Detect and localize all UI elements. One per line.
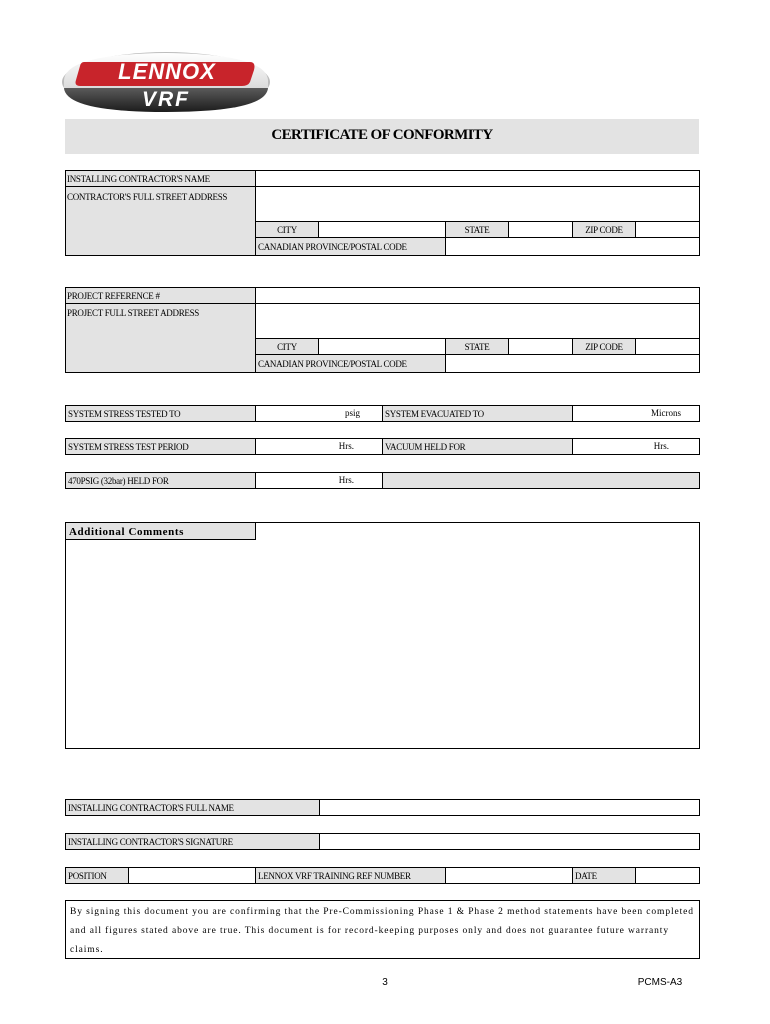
signature-field[interactable] (319, 833, 700, 850)
project-address-label: PROJECT FULL STREET ADDRESS (67, 308, 200, 318)
logo-brand-text: LENNOX (118, 59, 216, 84)
full-name-label-cell (65, 799, 320, 816)
project-city-label: CITY (277, 342, 297, 352)
psig-held-label-cell (65, 472, 256, 489)
contractor-name-label: INSTALLING CONTRACTOR'S NAME (67, 174, 210, 184)
divider (65, 186, 256, 187)
contractor-state-label-cell (445, 221, 509, 238)
contractor-state-field[interactable] (508, 221, 573, 238)
project-province-label: CANADIAN PROVINCE/POSTAL CODE (258, 359, 407, 369)
evacuated-label-cell (382, 405, 573, 422)
psig-held-blank-cell (382, 472, 700, 489)
hrs-unit: Hrs. (338, 441, 354, 451)
microns-unit: Microns (651, 408, 681, 418)
comments-value (70, 545, 690, 735)
position-field[interactable] (128, 867, 256, 884)
evacuated-label: SYSTEM EVACUATED TO (385, 409, 484, 419)
project-state-label: STATE (464, 342, 490, 352)
contractor-zip-label-cell (572, 221, 636, 238)
contractor-province-label-cell (255, 237, 446, 256)
project-state-label-cell (445, 338, 509, 355)
contractor-city-label-cell (255, 221, 319, 238)
training-label: LENNOX VRF TRAINING REF NUMBER (258, 871, 411, 881)
project-zip-label: ZIP CODE (585, 342, 623, 352)
page-title: CERTIFICATE OF CONFORMITY (271, 127, 493, 143)
psig-held-field[interactable] (255, 472, 383, 489)
date-field[interactable] (635, 867, 700, 884)
contractor-province-label: CANADIAN PROVINCE/POSTAL CODE (258, 242, 407, 252)
contractor-name-field[interactable] (255, 170, 700, 187)
contractor-province-field[interactable] (445, 237, 700, 256)
hrs-unit: Hrs. (653, 441, 669, 451)
stress-tested-field[interactable] (255, 405, 383, 422)
project-reference-field[interactable] (255, 287, 700, 304)
divider (65, 303, 256, 304)
project-province-field[interactable] (445, 354, 700, 373)
comments-title: Additional Comments (65, 522, 256, 540)
project-zip-field[interactable] (635, 338, 700, 355)
hrs-unit: Hrs. (338, 475, 354, 485)
full-name-field[interactable] (319, 799, 700, 816)
logo-product-text: VRF (142, 88, 190, 111)
contractor-city-label: CITY (277, 225, 297, 235)
contractor-address-field[interactable] (255, 186, 700, 222)
training-field[interactable] (445, 867, 573, 884)
contractor-address-label: CONTRACTOR'S FULL STREET ADDRESS (67, 192, 228, 202)
position-label-cell (65, 867, 129, 884)
psig-held-label: 470PSIG (32bar) HELD FOR (68, 476, 169, 486)
evacuated-field[interactable] (572, 405, 700, 422)
position-label: POSITION (68, 871, 107, 881)
project-state-field[interactable] (508, 338, 573, 355)
document-code: PCMS-A3 (637, 977, 683, 988)
declaration-statement: By signing this document you are confirming that the Pre-Commissioning Phase 1 & Phase 2 method statements have been completed and all figures stated above are true. This document is for record-keeping purposes only and does not guarantee future warranty claims. (65, 900, 700, 959)
date-label-cell (572, 867, 636, 884)
vacuum-label-cell (382, 438, 573, 455)
stress-tested-label: SYSTEM STRESS TESTED TO (68, 409, 181, 419)
page-number: 3 (382, 977, 388, 988)
contractor-zip-label: ZIP CODE (585, 225, 623, 235)
test-period-label-cell (65, 438, 256, 455)
project-zip-label-cell (572, 338, 636, 355)
project-reference-label: PROJECT REFERENCE # (67, 291, 160, 301)
vacuum-field[interactable] (572, 438, 700, 455)
contractor-state-label: STATE (464, 225, 490, 235)
project-city-label-cell (255, 338, 319, 355)
contractor-zip-field[interactable] (635, 221, 700, 238)
project-city-field[interactable] (318, 338, 446, 355)
project-address-field[interactable] (255, 303, 700, 339)
full-name-label: INSTALLING CONTRACTOR'S FULL NAME (68, 803, 234, 813)
test-period-field[interactable] (255, 438, 383, 455)
training-label-cell (255, 867, 446, 884)
date-label: DATE (575, 871, 597, 881)
stress-tested-label-cell (65, 405, 256, 422)
psig-unit: psig (344, 408, 360, 418)
signature-label-cell (65, 833, 320, 850)
test-period-label: SYSTEM STRESS TEST PERIOD (68, 442, 189, 452)
lennox-vrf-logo (60, 50, 272, 114)
signature-label: INSTALLING CONTRACTOR'S SIGNATURE (68, 837, 233, 847)
project-province-label-cell (255, 354, 446, 373)
contractor-city-field[interactable] (318, 221, 446, 238)
vacuum-label: VACUUM HELD FOR (385, 442, 466, 452)
